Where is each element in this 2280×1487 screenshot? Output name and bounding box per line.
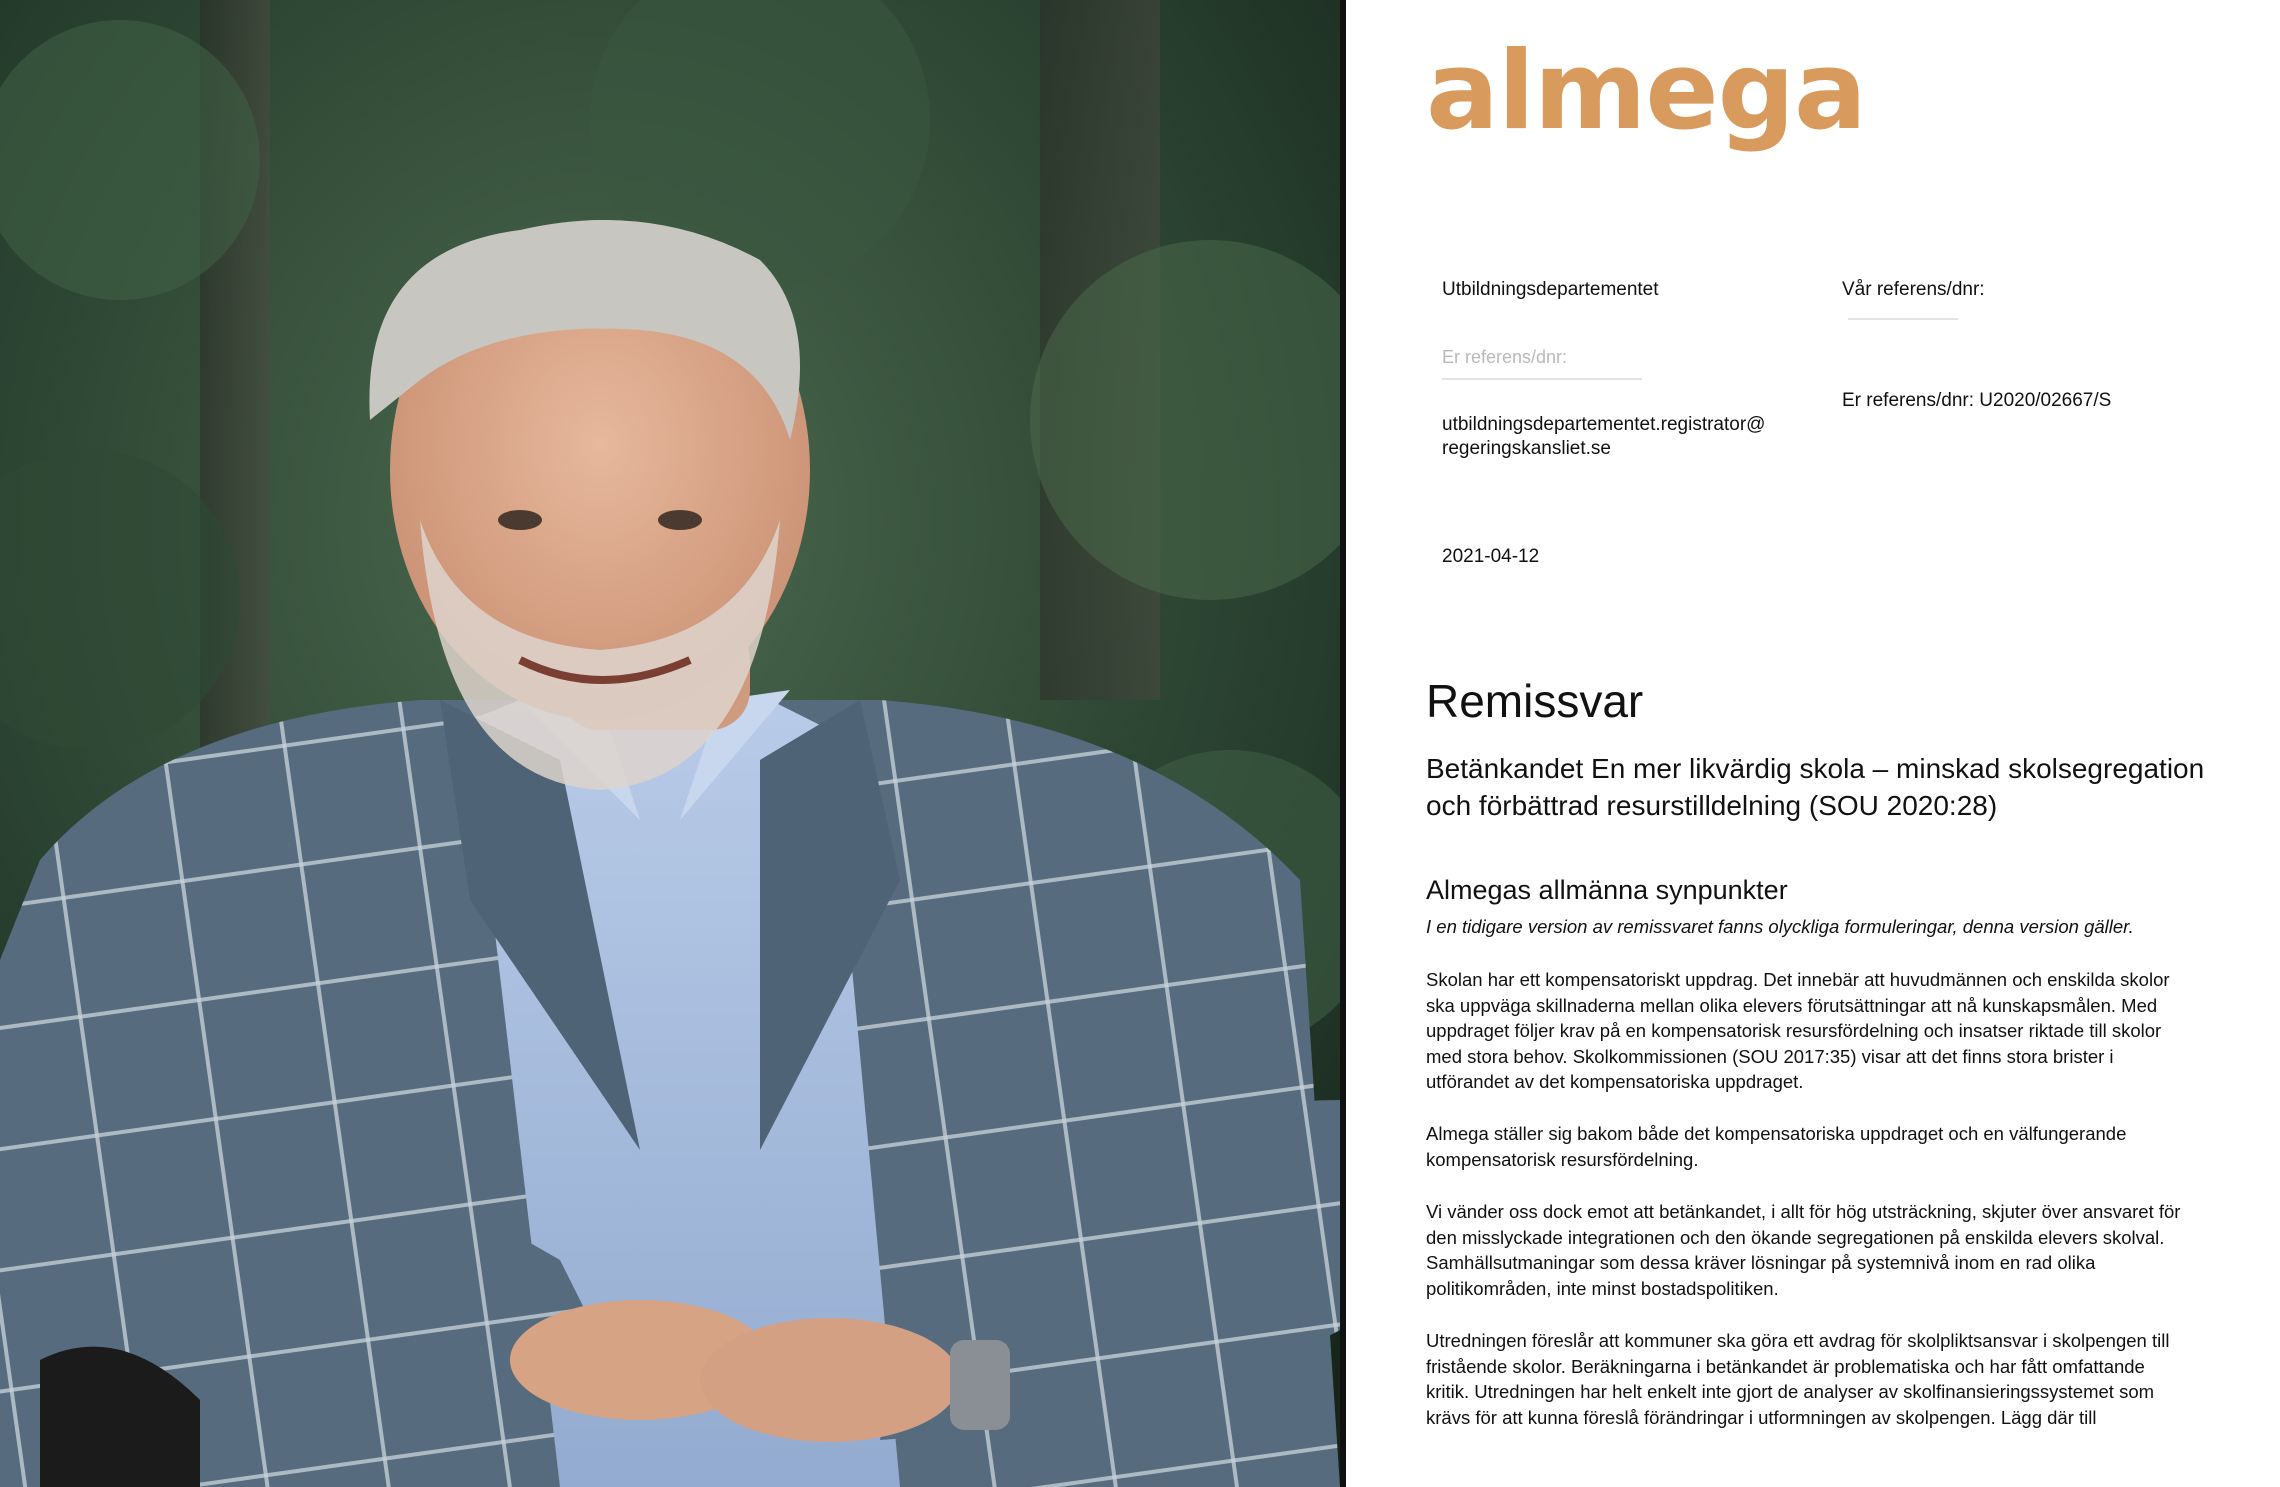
letter-date: 2021-04-12 bbox=[1442, 546, 1540, 567]
body-paragraph: Almega ställer sig bakom både det kompensatoriska uppdraget och en välfungerande kompensatorisk resursfördelning. bbox=[1426, 1123, 2127, 1170]
redacted-their-reference bbox=[1442, 378, 1642, 380]
section-heading: Almegas allmänna synpunkter bbox=[1426, 875, 1788, 905]
their-reference: Er referens/dnr: U2020/02667/S bbox=[1842, 390, 2112, 411]
recipient-email: utbildningsdepartementet.registrator@ regeringskansliet.se bbox=[1442, 414, 1766, 459]
recipient: Utbildningsdepartementet bbox=[1442, 279, 1659, 300]
almega-logo: almega bbox=[1426, 29, 1866, 154]
version-note: I en tidigare version av remissvaret fanns olyckliga formuleringar, denna version gäller. bbox=[1426, 916, 2134, 937]
body-paragraph: Utredningen föreslår att kommuner ska göra ett avdrag för skolpliktsansvar i skolpengen till fristående skolor. Beräkningarna i betänkandet är problematiska och har fått omfattande kritik. Utredningen har helt enkelt inte gjort de analyser av skolfinansieringssystemet som krävs för att kunna föreslå förändringar i utformningen av skolpengen. Lägg där till bbox=[1426, 1330, 2170, 1428]
redacted-our-reference bbox=[1848, 318, 1958, 320]
their-reference-label-faded: Er referens/dnr: bbox=[1442, 347, 1568, 367]
body-paragraph: Skolan har ett kompensatoriskt uppdrag. Det innebär att huvudmännen och enskilda skolor ska uppväga skillnaderna mellan olika elevers förutsättningar att nå kunskapsmålen. Med uppdraget följer krav på en kompensatorisk resursfördelning och insatser riktade till skolor med stora behov. Skolkommissionen (SOU 2017:35) visar att det finns stora brister i utförandet av det kompensatoriska uppdraget. bbox=[1426, 969, 2170, 1092]
our-reference-label: Vår referens/dnr: bbox=[1842, 279, 1985, 300]
body-paragraph: Vi vänder oss dock emot att betänkandet, i allt för hög utsträckning, skjuter över ansvaret för den misslyckade integrationen och den ökande segregationen på enskilda elevers skolval. Samhällsutmaningar som dessa kräver lösningar på systemnivå inom en rad olika politikområden, inte minst bostadspolitiken. bbox=[1426, 1201, 2181, 1299]
document-page bbox=[1346, 0, 2280, 1487]
page-title: Remissvar bbox=[1426, 675, 1644, 727]
document-subtitle: Betänkandet En mer likvärdig skola – minskad skolsegregation och förbättrad resurstilldelning (SOU 2020:28) bbox=[1426, 753, 2205, 821]
